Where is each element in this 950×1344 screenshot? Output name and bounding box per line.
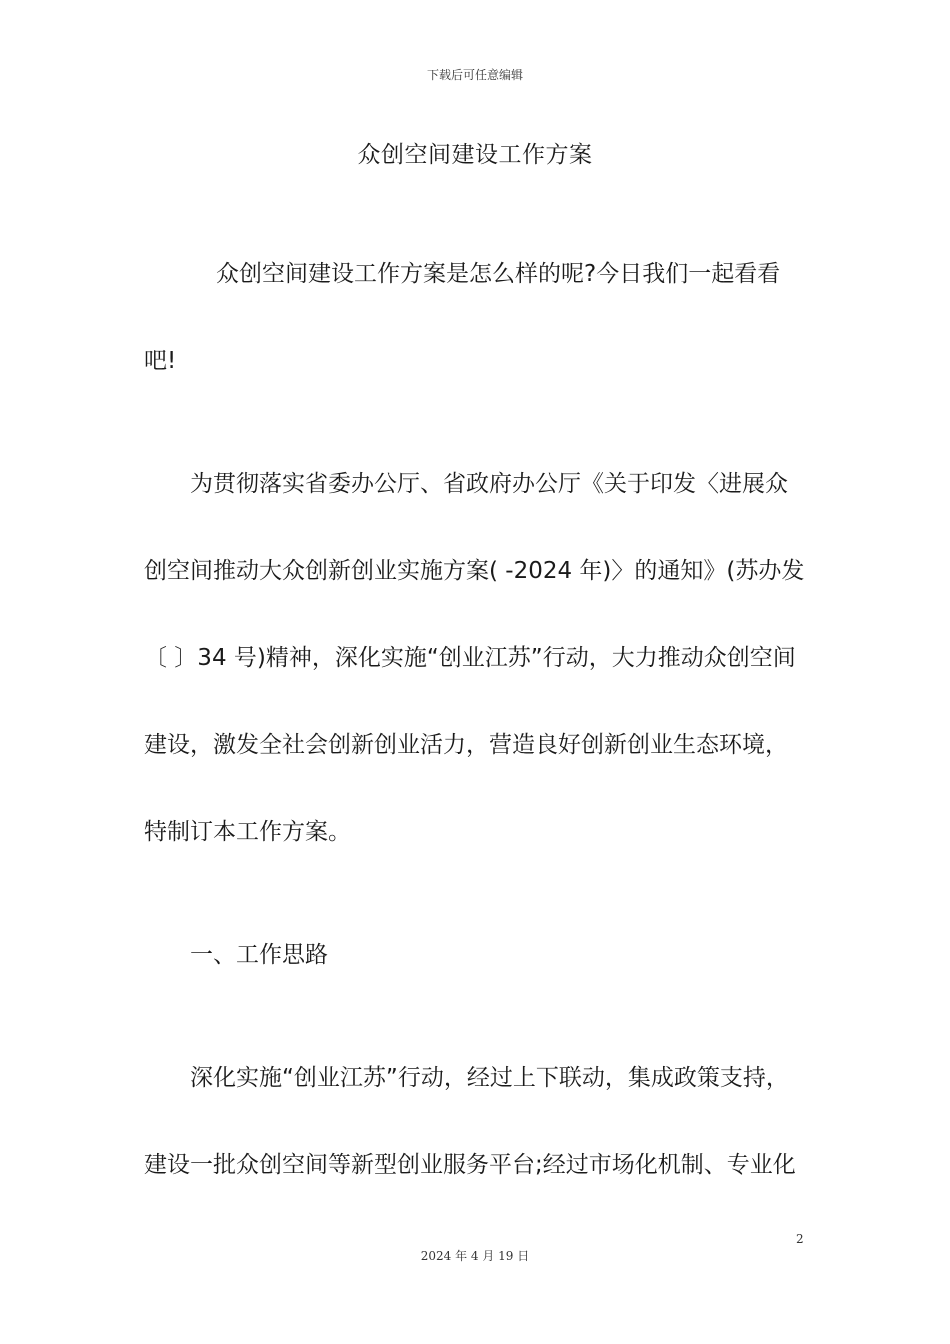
paragraph-line: 建设一批众创空间等新型创业服务平台;经过市场化机制、专业化 [144,1152,796,1178]
paragraph-line: 建设，激发全社会创新创业活力，营造良好创新创业生态环境， [144,732,788,758]
paragraph-line: 众创空间建设工作方案是怎么样的呢?今日我们一起看看 [216,261,781,287]
paragraph-line: 〔 〕34 号)精神，深化实施“创业江苏”行动，大力推动众创空间 [144,645,796,671]
document-title: 众创空间建设工作方案 [357,142,593,168]
page-number: 2 [796,1232,804,1246]
header-note: 下载后可任意编辑 [426,68,523,82]
paragraph-line: 特制订本工作方案。 [144,819,351,845]
paragraph-line: 深化实施“创业江苏”行动，经过上下联动，集成政策支持， [190,1065,789,1091]
paragraph-line: 为贯彻落实省委办公厅、省政府办公厅《关于印发〈进展众 [190,471,788,497]
paragraph-line: 吧! [144,348,177,374]
paragraph-line: 创空间推动大众创新创业实施方案( -2024 年)〉的通知》(苏办发 [144,558,805,584]
section-heading: 一、工作思路 [190,942,328,968]
footer-date: 2024 年 4 月 19 日 [420,1249,530,1263]
